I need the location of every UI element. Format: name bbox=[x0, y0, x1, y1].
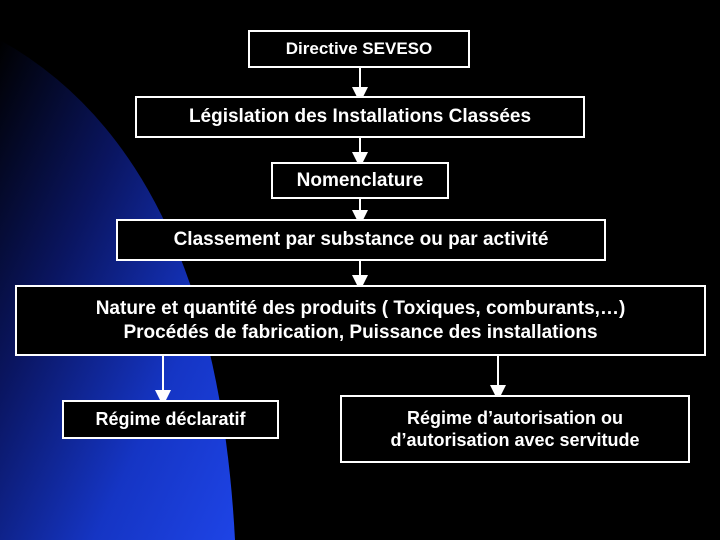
box-nomenclature-label: Nomenclature bbox=[296, 169, 424, 191]
box-directive-seveso bbox=[248, 30, 470, 68]
box-classement-label: Classement par substance ou par activité bbox=[173, 229, 549, 251]
box-regime-autorisation bbox=[340, 395, 690, 463]
box-nature-line1: Nature et quantité des produits ( Toxiques, comburants,…) bbox=[95, 297, 626, 319]
box-regime-declaratif-label: Régime déclaratif bbox=[95, 409, 246, 430]
box-nature-procedes bbox=[15, 285, 706, 356]
box-regime-autorisation-line1: Régime d’autorisation ou bbox=[406, 407, 624, 428]
box-directive-label: Directive SEVESO bbox=[285, 39, 433, 59]
box-nature-line2: Procédés de fabrication, Puissance des installations bbox=[123, 321, 598, 343]
box-regime-declaratif bbox=[62, 400, 279, 439]
box-nomenclature bbox=[271, 162, 449, 199]
box-legislation-label: Législation des Installations Classées bbox=[188, 106, 532, 128]
box-classement bbox=[116, 219, 606, 261]
box-legislation bbox=[135, 96, 585, 138]
box-regime-autorisation-line2: d’autorisation avec servitude bbox=[390, 430, 640, 450]
